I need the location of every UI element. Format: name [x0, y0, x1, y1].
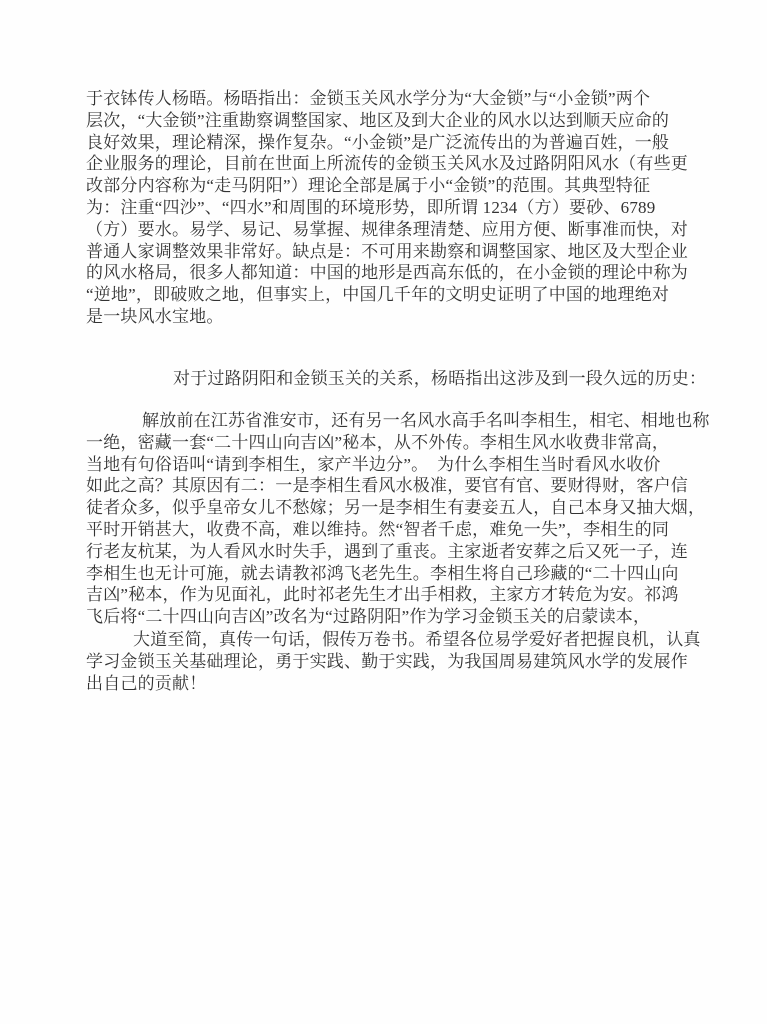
text-line: 吉凶”秘本，作为见面礼，此时祁老先生才出手相救，主家方才转危为安。祁鸿 — [86, 585, 679, 605]
text-line: 学习金锁玉关基础理论，勇于实践、勤于实践，为我国周易建筑风水学的发展作 — [86, 651, 688, 671]
text-line: （方）要水。易学、易记、易掌握、规律条理清楚、应用方便、断事准而快，对 — [86, 219, 688, 239]
text-line: 如此之高？其原因有二：一是李相生看风水极准，要官有官、要财得财，客户信 — [86, 476, 688, 496]
text-line: 解放前在江苏省淮安市，还有另一名风水高手名叫李相生，相宅、相地也称 — [142, 411, 710, 430]
text-line: 改部分内容称为“走马阴阳”）理论全部是属于小“金锁”的范围。其典型特征 — [86, 176, 651, 196]
text-line: 的风水格局，很多人都知道：中国的地形是西高东低的，在小金锁的理论中称为 — [86, 263, 688, 283]
text-line: 良好效果，理论精深，操作复杂。“小金锁”是广泛流传出的为普遍百姓，一般 — [86, 132, 670, 152]
text-line: 一绝，密藏一套“二十四山向吉凶”秘本，从不外传。李相生风水收费非常高， — [86, 432, 670, 452]
text-line: 为：注重“四沙”、“四水”和周围的环境形势，即所谓 1234（方）要砂、6789 — [86, 197, 656, 217]
text-line: 当地有句俗语叫“请到李相生，家产半边分”。 为什么李相生当时看风水收价 — [86, 454, 661, 474]
text-line: 徒者众多，似乎皇帝女儿不愁嫁；另一是李相生有妻妾五人，自己本身又抽大烟， — [86, 498, 706, 518]
paragraph-3 — [86, 410, 710, 628]
text-line: 普通人家调整效果非常好。缺点是：不可用来勘察和调整国家、地区及大型企业 — [86, 241, 688, 261]
text-line: 对于过路阴阳和金锁玉关的关系，杨晤指出这涉及到一段久远的历史： — [173, 369, 707, 388]
text-line: 出自己的贡献！ — [86, 673, 207, 693]
paragraph-2 — [86, 368, 707, 390]
text-line: 飞后将“二十四山向吉凶”改名为“过路阴阳”作为学习金锁玉关的启蒙读本， — [86, 607, 651, 627]
text-line: “逆地”，即破败之地，但事实上，中国几千年的文明史证明了中国的地理绝对 — [86, 285, 670, 305]
text-line: 李相生也无计可施，就去请教祁鸿飞老先生。李相生将自己珍藏的“二十四山向 — [86, 563, 679, 583]
paragraph-1 — [86, 88, 686, 328]
text-line: 大道至简，真传一句话，假传万卷书。希望各位易学爱好者把握良机，认真 — [133, 630, 701, 649]
text-line: 行老友杭某，为人看风水时失手，遇到了重丧。主家逝者安葬之后又死一子，连 — [86, 541, 688, 561]
text-line: 于衣钵传人杨晤。杨晤指出：金锁玉关风水学分为“大金锁”与“小金锁”两个 — [86, 89, 651, 108]
text-line: 层次，“大金锁”注重勘察调整国家、地区及到大企业的风水以达到顺天应命的 — [86, 110, 670, 130]
text-line: 企业服务的理论，目前在世面上所流传的金锁玉关风水及过路阴阳风水（有些更 — [86, 154, 688, 174]
text-line: 是一块风水宝地。 — [86, 306, 224, 326]
text-line: 平时开销甚大，收费不高，难以维持。然“智者千虑，难免一失”，李相生的同 — [86, 519, 670, 539]
paragraph-4 — [86, 629, 701, 694]
